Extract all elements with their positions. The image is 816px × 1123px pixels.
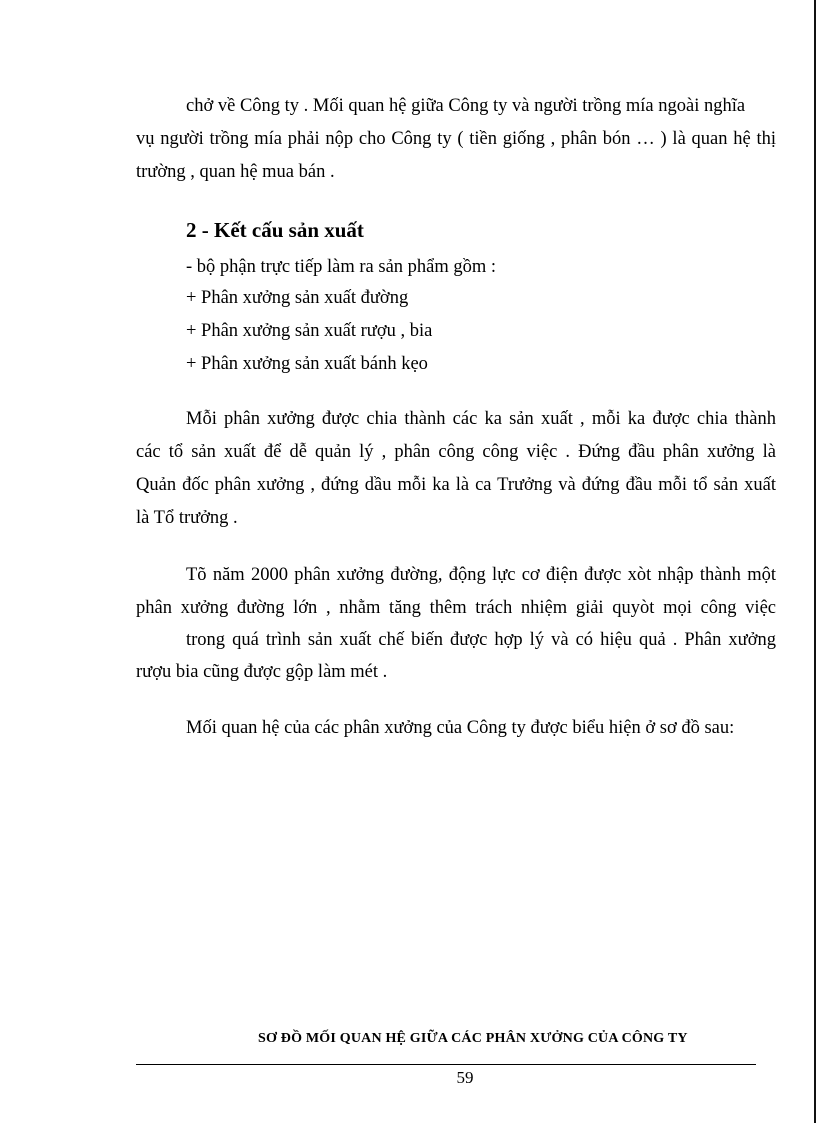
list-item-confectionery-workshop: + Phân xưởng sản xuất bánh kẹo: [186, 354, 428, 374]
list-intro: - bộ phận trực tiếp làm ra sản phẩm gồm :: [186, 257, 497, 277]
paragraph-2-line-1: Mỗi phân xưởng được chia thành các ka sản xuất , mỗi ka được chia thành: [186, 409, 776, 429]
page-number: 59: [456, 1068, 474, 1087]
paragraph-4: Mối quan hệ của các phân xưởng của Công ty được biểu hiện ở sơ đồ sau:: [186, 718, 735, 738]
paragraph-3-line-1: Tõ năm 2000 phân xưởng đường, động lực cơ điện được xòt nhập thành một: [186, 565, 776, 585]
paragraph-2-line-2: các tổ sản xuất để dễ quản lý , phân công công việc . Đứng đầu phân xưởng là: [136, 442, 776, 462]
paragraph-1-line-1: chở về Công ty . Mối quan hệ giữa Công ty và người trồng mía ngoài nghĩa: [186, 96, 746, 116]
paragraph-1-line-2: vụ người trồng mía phải nộp cho Công ty ( tiền giống , phân bón … ) là quan hệ thị: [136, 129, 776, 149]
list-item-sugar-workshop: + Phân xưởng sản xuất đường: [186, 288, 409, 308]
section-heading: 2 - Kết cấu sản xuất: [186, 218, 364, 242]
paragraph-3-line-2: phân xưởng đường lớn , nhằm tăng thêm trách nhiệm giải quyòt mọi công việc: [136, 598, 776, 618]
paragraph-3-line-3: trong quá trình sản xuất chế biến được hợp lý và có hiệu quả . Phân xưởng: [186, 630, 776, 650]
paragraph-3-line-4: rượu bia cũng được gộp làm mét .: [136, 662, 388, 682]
paragraph-1-line-3: trường , quan hệ mua bán .: [136, 162, 335, 182]
list-item-alcohol-beer-workshop: + Phân xưởng sản xuất rượu , bia: [186, 321, 433, 341]
diagram-title: SƠ ĐỒ MỐI QUAN HỆ GIỮA CÁC PHÂN XƯỞNG CỦA CÔNG TY: [258, 1031, 688, 1046]
paragraph-2-line-3: Quản đốc phân xưởng , đứng dầu mỗi ka là ca Trưởng và đứng đầu mỗi tổ sản xuất: [136, 475, 776, 495]
paragraph-2-line-4: là Tổ trưởng .: [136, 508, 238, 528]
footer-rule: [136, 1064, 756, 1065]
